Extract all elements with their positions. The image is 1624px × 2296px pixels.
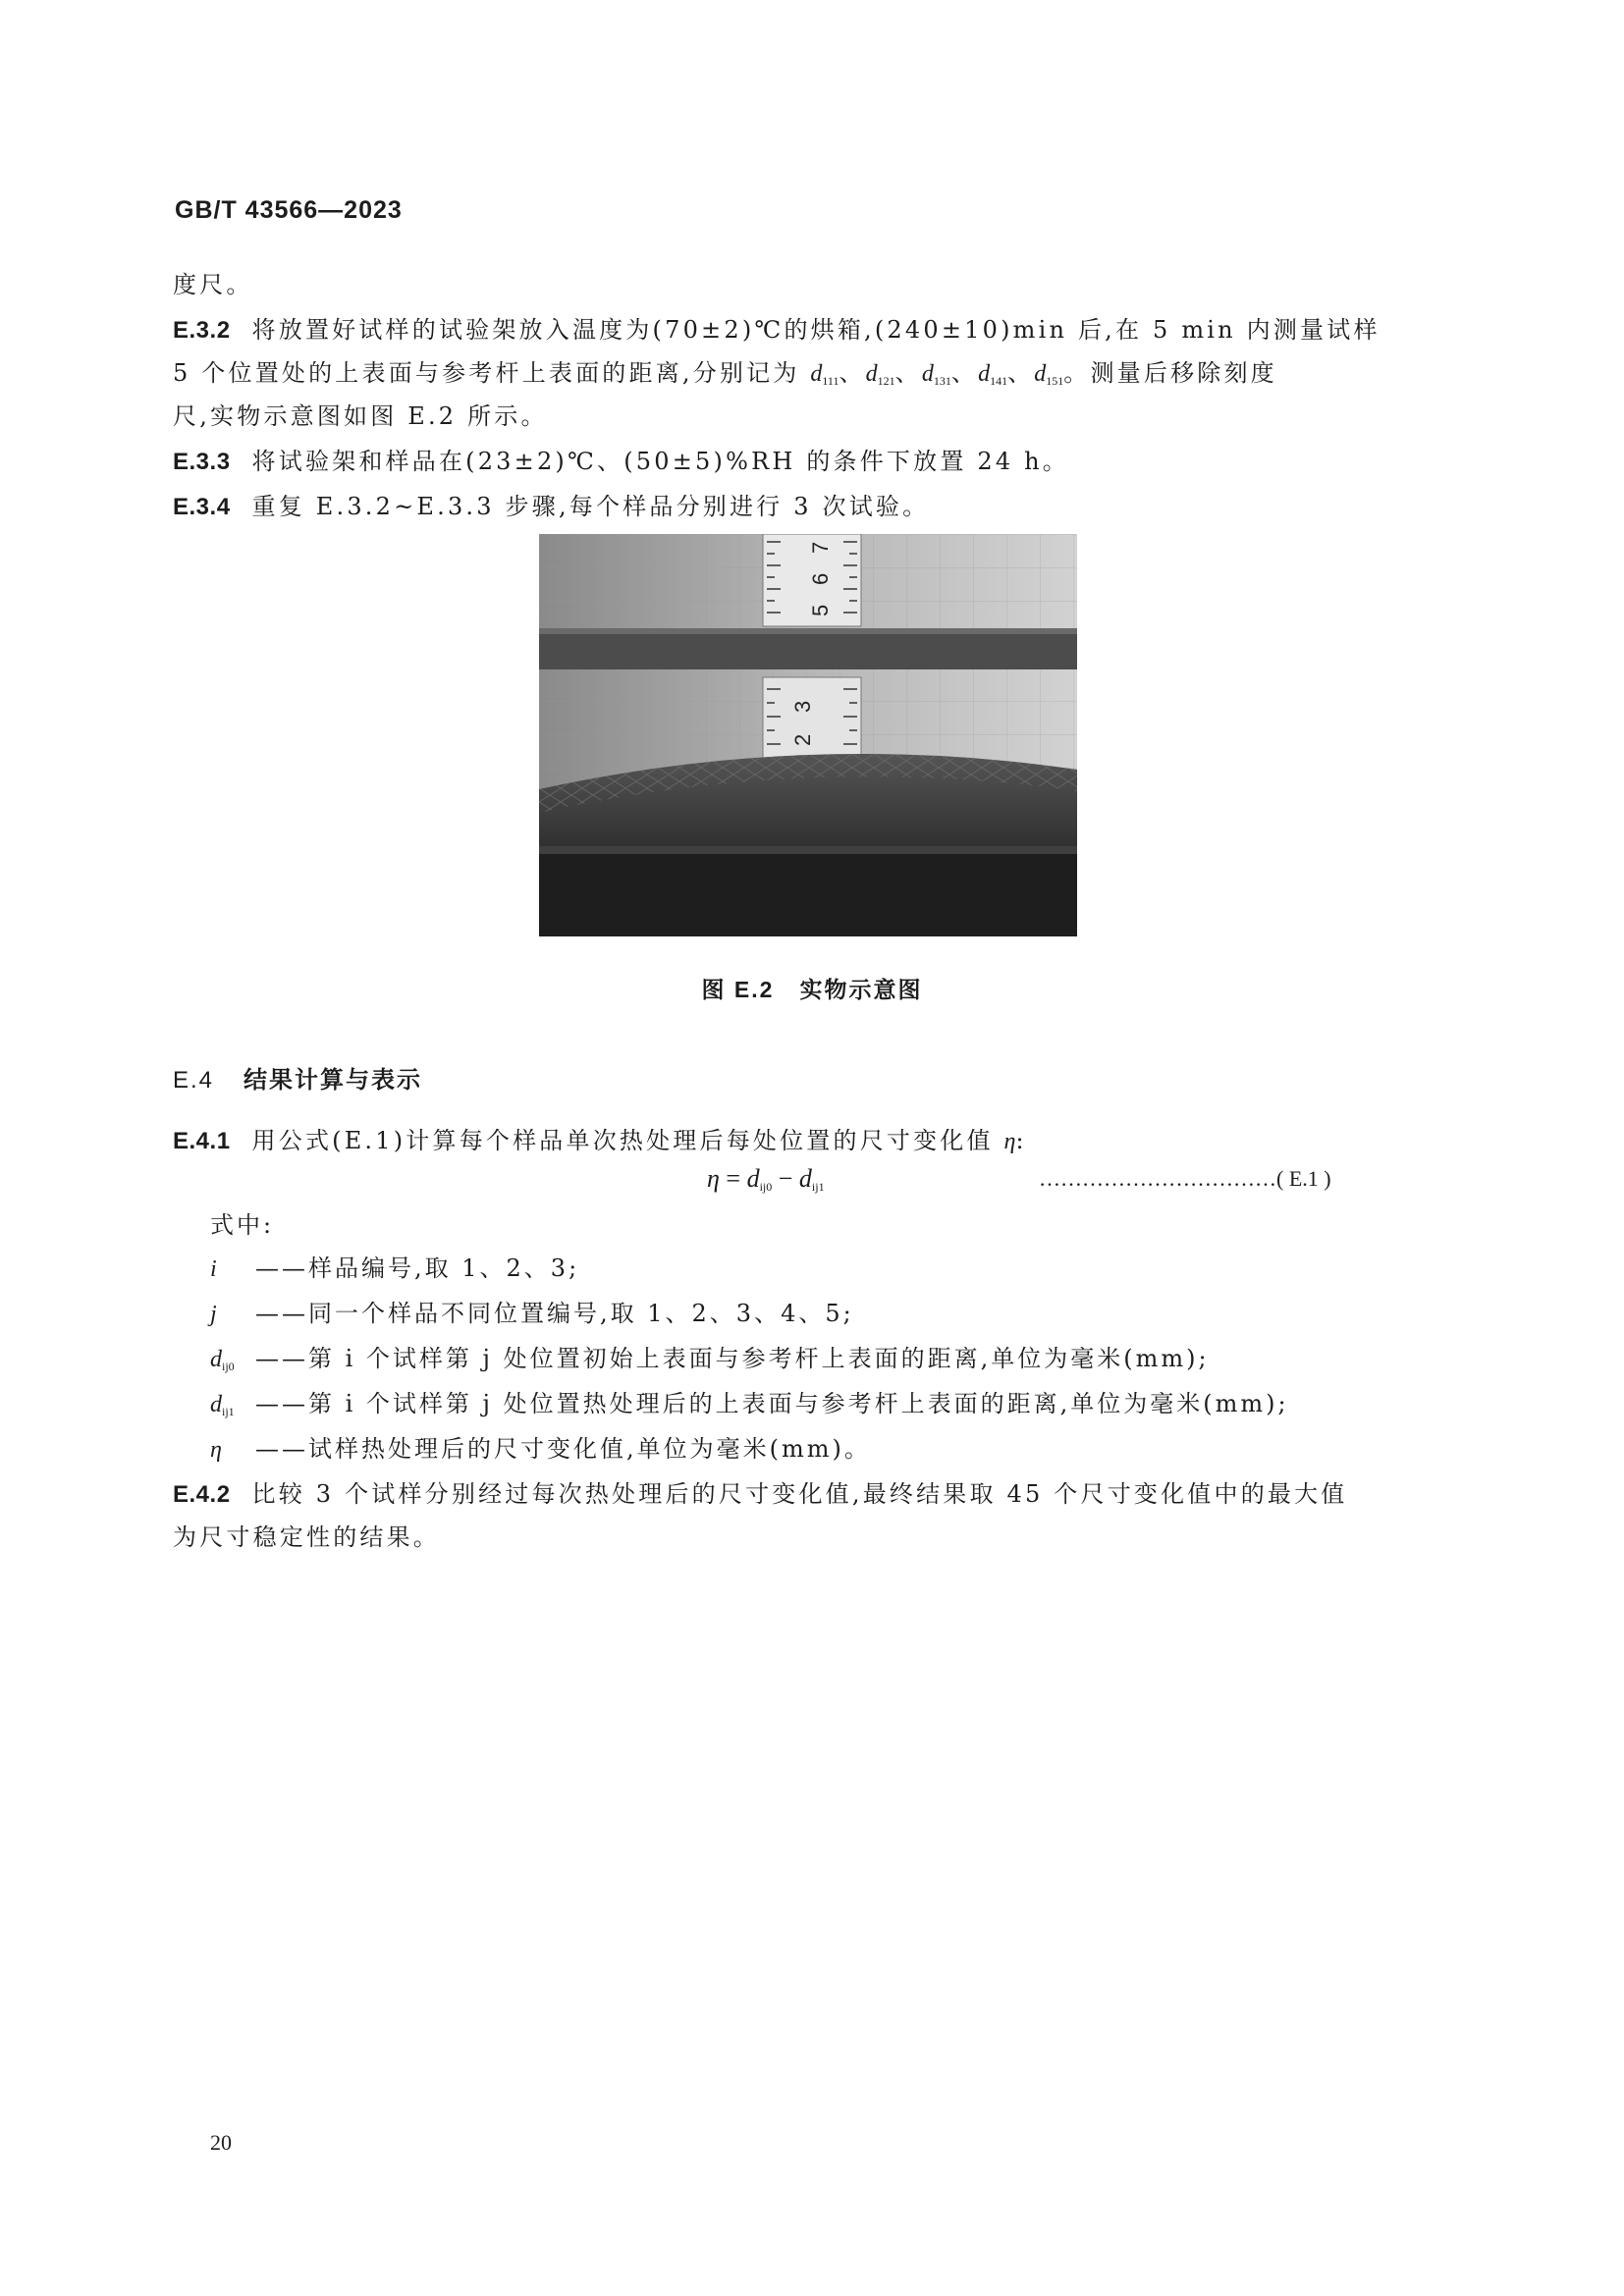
clause-e34 [173,485,1449,529]
continuation-text: 度尺。 [173,271,253,298]
figure-title: 实物示意图 [799,977,923,1002]
clause-text: 将放置好试样的试验架放入温度为(70±2)℃的烘箱,(240±10)min 后,在 5 min 内测量试样 [251,316,1380,344]
page-number: 20 [210,2130,232,2155]
where-symbol: i [210,1256,217,1282]
clause-number: E.3.3 [173,449,231,475]
separator: 、 [1007,359,1035,387]
eta-symbol: η [1003,1129,1016,1154]
var-d141: $d_{141}$ [978,361,1008,388]
var-d131: $d_{131}$ [921,361,951,388]
ruler-upper-tick-label: 5 [808,604,833,616]
formula-equals: = [719,1164,747,1193]
base-plate [539,846,1077,936]
figure-number: 图 E.2 [701,977,775,1002]
where-desc: ——第 i 个试样第 j 处位置初始上表面与参考杆上表面的距离,单位为毫米(mm); [255,1345,1210,1372]
separator: 、 [839,359,866,387]
clause-text: 用公式(E.1)计算每个样品单次热处理后每处位置的尺寸变化值 [251,1127,1004,1154]
where-intro: 式中: [210,1211,275,1239]
photo-illustration [539,534,1077,936]
formula-term2: $d_{ij1}$ [798,1164,825,1194]
where-row [210,1429,871,1476]
formula-term1: $d_{ij0}$ [746,1164,773,1194]
separator: 、 [894,359,922,387]
clause-number: E.4.2 [173,1481,231,1508]
standard-code: GB/T 43566—2023 [175,196,403,224]
var-d151: $d_{151}$ [1034,361,1064,388]
where-symbol: j [210,1302,217,1327]
separator: 、 [950,359,979,387]
clause-text: 将试验架和样品在(23±2)℃、(50±5)%RH 的条件下放置 24 h。 [251,448,1069,475]
where-row [210,1384,1289,1431]
clause-e33 [173,440,1449,484]
clause-e42-line2: 为尺寸稳定性的结果。 [173,1523,440,1551]
where-symbol: $d_{ij1}$ [210,1392,235,1418]
ruler-upper-tick-label: 6 [808,572,833,585]
clause-e41 [173,1119,1449,1163]
clause-number: E.3.4 [173,494,231,520]
clause-number: E.4.1 [173,1128,231,1154]
formula-label [1039,1166,1331,1192]
where-desc: ——试样热处理后的尺寸变化值,单位为毫米(mm)。 [255,1435,871,1463]
formula-minus: − [772,1164,799,1193]
where-row [210,1249,579,1296]
section-heading-e4 [173,1060,422,1095]
clause-text: 比较 3 个试样分别经过每次热处理后的尺寸变化值,最终结果取 45 个尺寸变化值中的最大值 [251,1480,1348,1508]
where-row [210,1339,1210,1386]
formula-dots: …………………………… [1039,1166,1276,1191]
clause-e32-line3: 尺,实物示意图如图 E.2 所示。 [173,402,548,430]
clause-text: 。测量后移除刻度 [1063,359,1277,387]
figure-caption [0,972,1624,1004]
var-d111: $d_{111}$ [810,361,839,388]
formula-e1 [707,1164,825,1195]
where-desc: ——第 i 个试样第 j 处位置热处理后的上表面与参考杆上表面的距离,单位为毫米(mm); [255,1390,1289,1417]
clause-colon: : [1015,1127,1027,1154]
var-d121: $d_{121}$ [865,361,895,388]
where-desc: ——同一个样品不同位置编号,取 1、2、3、4、5; [255,1300,854,1327]
ruler-lower-tick-label: 3 [790,700,815,713]
ruler-lower-tick-label: 2 [790,733,815,746]
clause-text: 重复 E.3.2~E.3.3 步骤,每个样品分别进行 3 次试验。 [251,493,930,520]
clause-text: 5 个位置处的上表面与参考杆上表面的距离,分别记为 [173,359,811,387]
where-symbol: $d_{ij0}$ [210,1347,235,1373]
ruler-upper [763,534,861,626]
where-desc: ——样品编号,取 1、2、3; [255,1255,580,1282]
formula-number: ( E.1 ) [1276,1166,1331,1191]
ruler-upper-tick-label: 7 [808,541,833,554]
section-title: 结果计算与表示 [244,1067,423,1094]
clause-e42-line1 [173,1472,1449,1517]
clause-number: E.3.2 [173,317,231,344]
reference-bar [539,628,1077,669]
where-symbol: η [210,1437,222,1463]
section-number: E.4 [173,1067,215,1094]
clause-e32-line1 [173,308,1449,352]
where-row [210,1294,854,1341]
figure-e2-photo [539,534,1077,936]
formula-lhs: η [707,1164,720,1193]
